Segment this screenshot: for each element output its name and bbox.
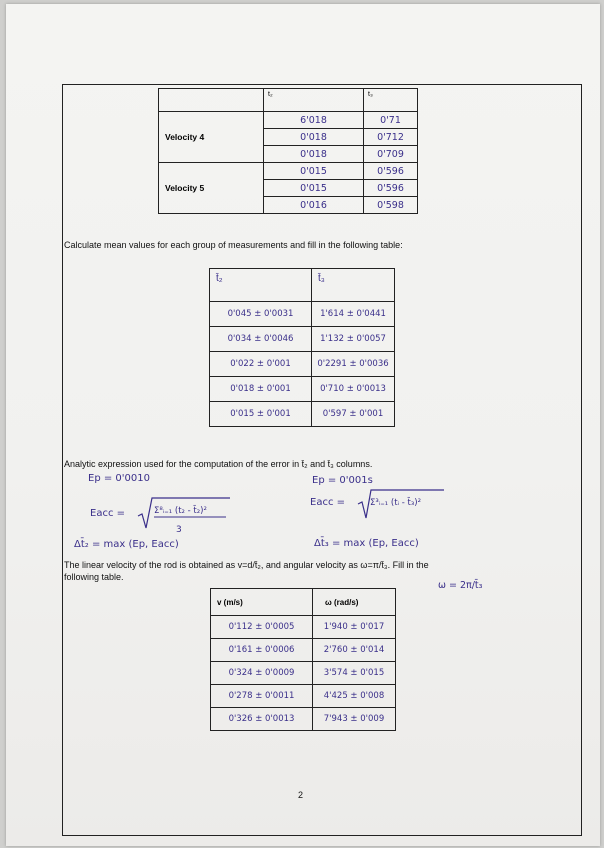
table-row bbox=[210, 302, 395, 327]
header-cell-t2-mean: t̄₂ bbox=[210, 269, 312, 302]
velocity-table bbox=[210, 588, 396, 731]
table-row bbox=[159, 112, 418, 129]
table-cell: 2'760 ± 0'014 bbox=[313, 639, 396, 662]
table-row bbox=[159, 163, 418, 180]
eacc-right-numerator: Σ³ᵢ₌₁ (tᵢ - t̄₃)² bbox=[370, 498, 421, 508]
table-row bbox=[210, 352, 395, 377]
table-cell: 0'71 bbox=[364, 112, 418, 129]
header-cell-t3: t₃ bbox=[364, 89, 418, 112]
eacc-left-denominator: 3 bbox=[176, 525, 182, 535]
table-cell: 0'278 ± 0'0011 bbox=[211, 685, 313, 708]
table-cell: 0'018 bbox=[264, 129, 364, 146]
header-v-label: v (m/s) bbox=[217, 598, 243, 607]
header-cell-omega bbox=[313, 589, 396, 616]
table-cell: 0'709 bbox=[364, 146, 418, 163]
analytic-expression-text: Analytic expression used for the computation of the error in t̄₂ and t̄₃ columns. bbox=[64, 459, 373, 469]
ep-right: Ep = 0'001s bbox=[312, 475, 373, 486]
linear-velocity-text-2: following table. bbox=[64, 572, 124, 582]
eacc-left-numerator: Σ⁸ᵢ₌₁ (t₂ - t̄₂)² bbox=[154, 506, 207, 516]
header-omega-label: ω (rad/s) bbox=[325, 598, 359, 607]
table-row bbox=[211, 685, 396, 708]
table-cell: 0'598 bbox=[364, 197, 418, 214]
group-label: Velocity 5 bbox=[159, 163, 264, 214]
table-cell: 0'2291 ± 0'0036 bbox=[312, 352, 395, 377]
table-header-row bbox=[211, 589, 396, 616]
table-cell: 0'015 ± 0'001 bbox=[210, 402, 312, 427]
table-cell: 0'016 bbox=[264, 197, 364, 214]
table-cell: 1'940 ± 0'017 bbox=[313, 616, 396, 639]
table-cell: 1'132 ± 0'0057 bbox=[312, 327, 395, 352]
table-header-row bbox=[210, 269, 395, 302]
mean-instruction: Calculate mean values for each group of measurements and fill in the following table: bbox=[64, 240, 403, 250]
table-cell: 0'596 bbox=[364, 163, 418, 180]
mean-values-table bbox=[209, 268, 395, 427]
table-cell: 0'022 ± 0'001 bbox=[210, 352, 312, 377]
ep-left: Ep = 0'0010 bbox=[88, 473, 150, 484]
table-cell: 6'018 bbox=[264, 112, 364, 129]
table-cell: 0'034 ± 0'0046 bbox=[210, 327, 312, 352]
table-row bbox=[211, 616, 396, 639]
table-cell: 1'614 ± 0'0441 bbox=[312, 302, 395, 327]
eacc-left-lhs: Eacc = bbox=[90, 508, 125, 519]
table-row bbox=[211, 662, 396, 685]
measurements-table bbox=[158, 88, 418, 214]
table-cell: 0'015 bbox=[264, 163, 364, 180]
table-cell: 3'574 ± 0'015 bbox=[313, 662, 396, 685]
header-cell-empty bbox=[159, 89, 264, 112]
page-number: 2 bbox=[298, 790, 304, 800]
table-cell: 0'112 ± 0'0005 bbox=[211, 616, 313, 639]
table-cell: 0'018 ± 0'001 bbox=[210, 377, 312, 402]
table-cell: 0'710 ± 0'0013 bbox=[312, 377, 395, 402]
header-cell-v bbox=[211, 589, 313, 616]
eacc-right-lhs: Eacc = bbox=[310, 497, 345, 508]
table-cell: 0'596 bbox=[364, 180, 418, 197]
table-cell: 4'425 ± 0'008 bbox=[313, 685, 396, 708]
table-cell: 0'015 bbox=[264, 180, 364, 197]
omega-note: ω = 2π/t̄₃ bbox=[438, 580, 483, 591]
delta-t2-expression: Δt̄₂ = max (Ep, Eacc) bbox=[74, 539, 179, 550]
header-cell-t3-mean: t̄₃ bbox=[312, 269, 395, 302]
table-row bbox=[211, 708, 396, 731]
header-cell-t2: t₂ bbox=[264, 89, 364, 112]
table-cell: 0'045 ± 0'0031 bbox=[210, 302, 312, 327]
table-header-row bbox=[159, 89, 418, 112]
delta-t3-expression: Δt̄₃ = max (Ep, Eacc) bbox=[314, 538, 419, 549]
table-cell: 0'324 ± 0'0009 bbox=[211, 662, 313, 685]
table-row bbox=[210, 327, 395, 352]
table-cell: 0'326 ± 0'0013 bbox=[211, 708, 313, 731]
table-cell: 0'597 ± 0'001 bbox=[312, 402, 395, 427]
linear-velocity-text: The linear velocity of the rod is obtained as v=d/t̄₂, and angular velocity as ω=π/t̄₃. Fill in the bbox=[64, 560, 429, 570]
table-cell: 7'943 ± 0'009 bbox=[313, 708, 396, 731]
table-cell: 0'712 bbox=[364, 129, 418, 146]
table-row bbox=[211, 639, 396, 662]
table-cell: 0'161 ± 0'0006 bbox=[211, 639, 313, 662]
group-label: Velocity 4 bbox=[159, 112, 264, 163]
table-row bbox=[210, 377, 395, 402]
table-row bbox=[210, 402, 395, 427]
table-cell: 0'018 bbox=[264, 146, 364, 163]
